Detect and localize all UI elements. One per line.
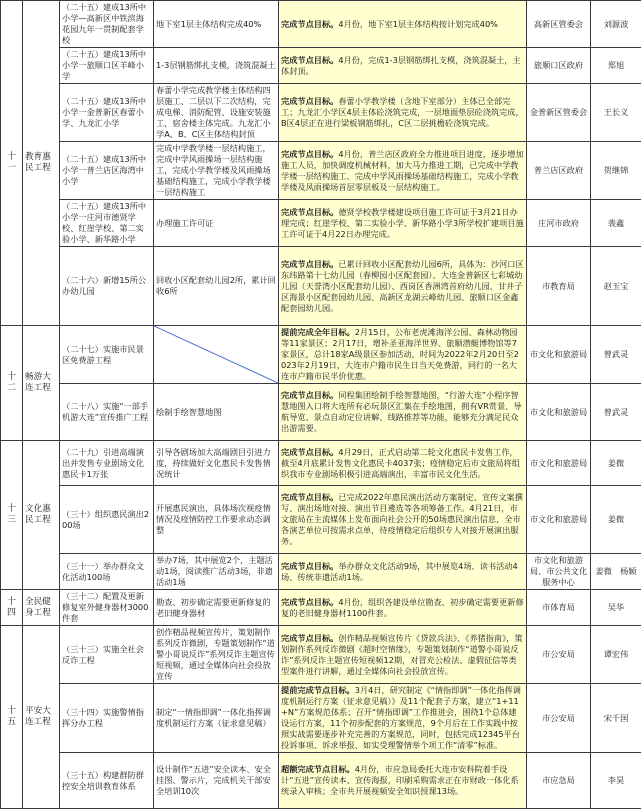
table-row xyxy=(1,753,641,809)
goal-cell xyxy=(279,753,527,809)
goal-label: 完成节点目标。 xyxy=(281,492,338,502)
unit-cell: 市体育局 xyxy=(527,590,591,626)
category-number: 十三 xyxy=(1,441,23,590)
goal-label: 提前完成全年目标。 xyxy=(281,327,355,337)
project-cell: （三十一）举办群众文化活动100场 xyxy=(60,554,154,590)
goal-cell xyxy=(279,626,527,684)
leader-cell: 吴华 xyxy=(591,590,641,626)
project-cell: （三十五）构建群防群控安全培训教育体系 xyxy=(60,753,154,809)
progress-cell: 引导各剧场加大高端剧目引进力度，持续做好文化惠民卡发售情况统计 xyxy=(154,441,279,486)
progress-cell-empty xyxy=(154,326,279,384)
progress-cell xyxy=(154,84,279,142)
goal-label: 完成节点目标。 xyxy=(281,19,338,29)
project-cell: （二十六）新增15所公办幼儿园 xyxy=(60,247,154,326)
leader-cell: 姜微 xyxy=(591,486,641,554)
leader-cell: 谭宏伟 xyxy=(591,626,641,684)
goal-label: 完成节点目标。 xyxy=(281,96,338,106)
table-row xyxy=(1,486,641,554)
progress-cell: 设计制作“五进”安全读本、安全挂图、警示片，完成机关干部安全培训10次 xyxy=(154,753,279,809)
progress-cell: 勘查、初步确定需要更新修复的老旧健身器材 xyxy=(154,590,279,626)
table-row xyxy=(1,441,641,486)
project-cell: （二十五）建成13所中小学一普兰店区海湾中小学 xyxy=(60,142,154,200)
leader-cell: 曾武灵 xyxy=(591,326,641,384)
progress-cell: 回收小区配套幼儿园2所，累计回收6所 xyxy=(154,247,279,326)
leader-cell: 曾武灵 xyxy=(591,384,641,441)
goal-cell xyxy=(279,486,527,554)
goal-cell xyxy=(279,684,527,753)
goal-label: 完成节点目标。 xyxy=(281,55,338,65)
category-number: 十一 xyxy=(1,1,23,326)
unit-cell: 市应急局 xyxy=(527,753,591,809)
project-cell: （三十四）实施警情指挥分办工程 xyxy=(60,684,154,753)
table-row xyxy=(1,384,641,441)
progress-cell: 绘制手绘智慧地图 xyxy=(154,384,279,441)
progress-cell: 举办7场，其中展览2个，主题活动1场，阅读推广活动3场，非遗活动1场 xyxy=(154,554,279,590)
leader-cell: 姜微 xyxy=(591,441,641,486)
project-cell: （二十五）建成13所中小学一庄河市德贤学校、红崖学校、第二实验小学、新华路小学 xyxy=(60,200,154,247)
category-number: 十二 xyxy=(1,326,23,441)
leader-cell: 李昊 xyxy=(591,753,641,809)
goal-cell xyxy=(279,384,527,441)
goal-label: 完成节点目标。 xyxy=(281,561,338,571)
leader-cell: 宋千国 xyxy=(591,684,641,753)
goal-cell xyxy=(279,84,527,142)
project-cell: （二十七）实施市民景区免费游工程 xyxy=(60,326,154,384)
goal-text: 3月4日，研究制定《“情指即调”一体化指挥调度机制运行方案（征求意见稿）》及11个配套子方案，建立“1+11+N”方案规范体系；召开“情指即调”工作推进会，围绕1个总体建设运行方案，11个初步配套的方案规范，9个月后在工作实践中按照实战需要逐步补充完善的方案规范，同时，包括完成12345平台投诉事项、诉求举报、如实受理警情举个项工作“清零”标准。 xyxy=(281,685,521,750)
goal-text: 2月15日，公布老虎滩海洋公园、森林动物园等11家景区；2月17日，增补圣亚海洋世界、旅顺潜艇博物馆等7家景区，总计18家A级景区参加活动，时间为2022年2月20日至2023年2月19日，大连市户籍市民生日当天免费游，同行的一名大连市户籍市民半价优惠。 xyxy=(281,327,519,381)
table-row xyxy=(1,84,641,142)
category-name: 全民健身工程 xyxy=(23,590,60,626)
leader-cell: 姜微 杨颖 xyxy=(591,554,641,590)
goal-text: 同程集团绘制手绘智慧地图，“行游大连”小程序智慧地图入口将大连所有必玩景区汇集在手绘地图，拥有VR赏景、导航导览、景点自动定位讲解、线路推荐等功能，能够充分满足民众出游需要。 xyxy=(281,390,522,433)
goal-cell xyxy=(279,554,527,590)
goal-text: 举办群众文化活动9场，其中展览4场、读书活动4场、传统非遗活动1场。 xyxy=(281,561,518,582)
table-row xyxy=(1,247,641,326)
project-cell: （二十五）建成13所中小学—高新区中铁滨海花园九年一贯制配套学校 xyxy=(60,1,154,48)
unit-cell: 市公安局 xyxy=(527,684,591,753)
goal-label: 提前完成节点目标。 xyxy=(281,685,355,695)
category-name: 畅游大连工程 xyxy=(23,326,60,441)
table-row xyxy=(1,48,641,84)
table-row xyxy=(1,590,641,626)
unit-cell: 高新区管委会 xyxy=(527,1,591,48)
goal-label: 完成节点目标。 xyxy=(281,207,338,217)
goal-text: 德贤学校教学楼建设项目施工许可证于3月21日办理完成；红崖学校、第二实验小学、新华路小学3所学校扩建项目施工许可证于4月22日办理完成。 xyxy=(281,207,524,239)
leader-cell: 贺继锦 xyxy=(591,142,641,200)
goal-label: 完成节点目标。 xyxy=(281,597,338,607)
leader-cell: 赵玉宝 xyxy=(591,247,641,326)
goal-cell xyxy=(279,590,527,626)
goal-label: 完成节点目标。 xyxy=(281,259,338,269)
table-row xyxy=(1,626,641,684)
leader-cell: 王长义 xyxy=(591,84,641,142)
table-row xyxy=(1,1,641,48)
goal-text: 已累计回收小区配套幼儿园6所，具体为：沙河口区东纬路第十七幼儿园（春柳园小区配套园）、大连金普新区七彩城幼儿园（天誉湾小区配套幼儿园）、西岗区香洲湾首府幼儿园、甘井子区海景小区配套园幼儿园、高新区龙湖云峰幼儿园、旅顺口区金鑫配套园幼儿园。 xyxy=(281,259,524,313)
goal-cell xyxy=(279,326,527,384)
category-name: 文化惠民工程 xyxy=(23,441,60,590)
goal-text: 春蕾小学教学楼（含地下室部分）主体已全部完工；九龙汇小学区4层主体砼浇筑完成，一层地面垫层砼浇筑完成，B区4层正在进行梁板钢筋绑扎，C区二层挑檐砼浇筑完成。 xyxy=(281,96,524,128)
table-row xyxy=(1,142,641,200)
goal-label: 完成节点目标。 xyxy=(281,633,338,643)
unit-cell: 市文化和旅游局 xyxy=(527,486,591,554)
goal-text: 4月29日，正式启动第二轮文化惠民卡发售工作，截至4月底累计发售文化惠民卡4037张；疫情稳定后市文旅局将组织我市专业剧场积极引进高端演出，丰富市民文化生活。 xyxy=(281,447,520,479)
goal-cell xyxy=(279,441,527,486)
unit-cell: 市文化和旅游局 xyxy=(527,326,591,384)
unit-cell: 旅顺口区政府 xyxy=(527,48,591,84)
goal-text: 创作精品视频宣传片《贷款兵法》、《养猪指南》，策划制作系列反诈微剧《超时空情缘》，专题策划制作“道警小哥说反诈”系列反诈主题宣传短视频12期，对冒充公检法、虚假征信等类型案件进行讲解，通过全媒体向社会投放宣传。 xyxy=(281,633,523,676)
table-row xyxy=(1,326,641,384)
goal-cell xyxy=(279,142,527,200)
table-row xyxy=(1,200,641,247)
project-cell: （二十五）建成13所中小学一旅顺口区羊峰小学 xyxy=(60,48,154,84)
goal-text: 4月份，组织各建设单位勘查、初步确定需要更新修复的老旧健身器材1100件套。 xyxy=(281,597,524,618)
progress-cell: 完成中学教学楼一层结构施工，完成中学风雨操场一层结构施工，完成小学教学楼及风雨操场基础结构施工，完成小学教学楼一层结构施工 xyxy=(154,142,279,200)
leader-cell: 郑旭 xyxy=(591,48,641,84)
unit-cell: 金普新区管委会 xyxy=(527,84,591,142)
goal-label: 完成节点目标。 xyxy=(281,447,338,457)
unit-cell: 市文化和旅游局 xyxy=(527,384,591,441)
progress-cell: 1-3层钢筋绑扎支模，浇筑混凝土 xyxy=(154,48,279,84)
progress-cell: 办理施工许可证 xyxy=(154,200,279,247)
unit-cell: 市公安局 xyxy=(527,626,591,684)
category-number: 十五 xyxy=(1,626,23,809)
project-cell: （二十五）建成13所中小学一金普新区春蕾小学、九龙汇小学 xyxy=(60,84,154,142)
goal-cell xyxy=(279,48,527,84)
goal-cell xyxy=(279,200,527,247)
unit-cell: 市文化和旅游局、市公共文化服务中心 xyxy=(527,554,591,590)
goal-text: 4月份，完成1-3层钢筋绑扎支模，浇筑混凝土，主体封顶。 xyxy=(281,55,521,76)
goal-label: 完成节点目标。 xyxy=(281,390,338,400)
goal-cell xyxy=(279,247,527,326)
progress-cell: 制定“一情指即调”一体化指挥调度机制运行方案（征求意见稿） xyxy=(154,684,279,753)
unit-cell: 庄河市政府 xyxy=(527,200,591,247)
goal-text: 已完成2022年惠民演出活动方案制定、宣传文案撰写、演出场地对接、演出节目遴选等各项筹备工作。4月21日，市文旅局在主流媒体上发布面向社会公开的50场惠民演出信息，全市各演艺单位可按需求点单，待疫情稳定后组织专人对接开展演出服务。 xyxy=(281,492,523,546)
unit-cell: 市教育局 xyxy=(527,247,591,326)
goal-text: 4月份，市应急局委托大连市安科院着手设计“五进”宣传读本、宣传海报，印刷采购需求正在市财政一体化系统录入审核；全市共开展视频安全知识授课13场。 xyxy=(281,764,519,796)
project-cell: （三十三）实施全社会反诈工程 xyxy=(60,626,154,684)
unit-cell: 市文化和旅游局 xyxy=(527,441,591,486)
project-cell: （二十八）实施“一部手机游大连”宣传推广工程 xyxy=(60,384,154,441)
leader-cell: 刘源波 xyxy=(591,1,641,48)
goal-label: 完成节点目标。 xyxy=(281,149,338,159)
project-cell: （三十）组织惠民演出200场 xyxy=(60,486,154,554)
table-row xyxy=(1,684,641,753)
goal-label: 超额完成节点目标。 xyxy=(281,764,355,774)
progress-cell: 创作精品视频宣传片，策划制作系列反诈微剧，专题策划制作“道警小哥说反诈”系列反诈主题宣传短视频，通过全媒体向社会投放宣传 xyxy=(154,626,279,684)
diagonal-line xyxy=(154,326,278,383)
project-cell: （三十二）配置及更新修复室外健身器材3000件套 xyxy=(60,590,154,626)
progress-cell: 地下室1层主体结构完成40% xyxy=(154,1,279,48)
category-name: 平安大连工程 xyxy=(23,626,60,809)
project-cell: （二十九）引进高端演出并发售专业剧场文化惠民卡1万张 xyxy=(60,441,154,486)
goal-cell xyxy=(279,1,527,48)
category-number: 十四 xyxy=(1,590,23,626)
unit-cell: 普兰店区政府 xyxy=(527,142,591,200)
goal-text: 4月份，普兰店区政府全力推进项目进度，逐步增加施工人员，加快调度机械材料，加大马力推进工期，已完成中学教学楼一层结构施工、完成中学风雨操场基础结构施工，完成小学教学楼及风雨操场首层零层板及一层结构施工。 xyxy=(281,149,524,192)
leader-cell: 裴鑫 xyxy=(591,200,641,247)
progress-cell: 开展惠民演出，具体场次视疫情情况及疫情防控工作要求动态调整 xyxy=(154,486,279,554)
progress-text: 春蕾小学完成教学楼主体结构四层施工、二层以下二次结构，完成电梯、消防配管、设施安装施工，宿舍楼主体完成。九龙汇小学A、B、C区主体结构封顶 xyxy=(156,85,276,140)
goal-text: 4月份，地下室1层主体结构按计划完成40% xyxy=(338,19,498,29)
category-name: 教育惠民工程 xyxy=(23,1,60,326)
table-row xyxy=(1,554,641,590)
